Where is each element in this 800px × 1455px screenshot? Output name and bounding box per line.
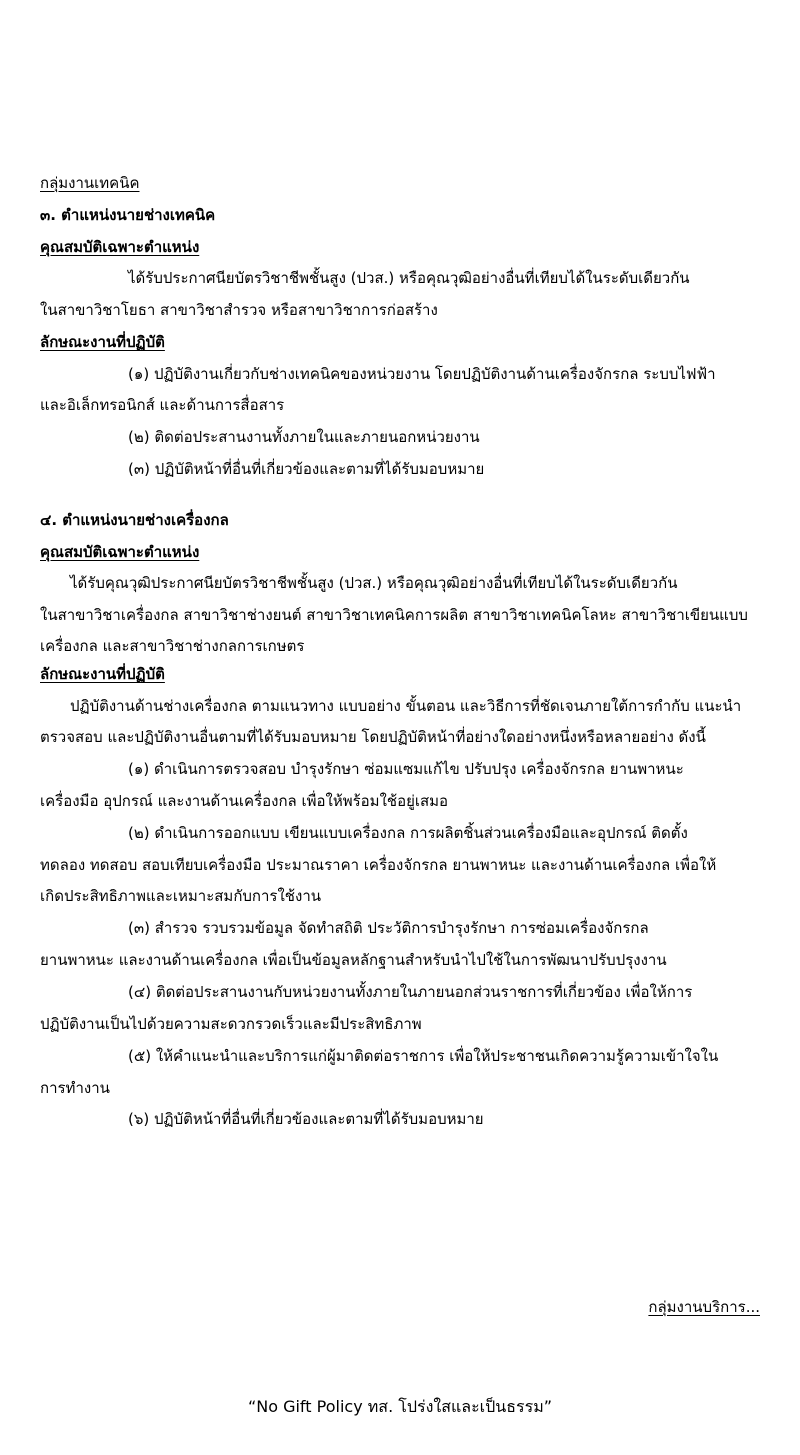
position-4-qualification-line: เครื่องกล และสาขาวิชาช่างกลการเกษตร [40,637,305,655]
position-3-duty-heading: ลักษณะงานที่ปฏิบัติ [40,333,165,351]
position-4-duty-heading: ลักษณะงานที่ปฏิบัติ [40,665,165,683]
position-3-duty-line: (๑) ปฏิบัติงานเกี่ยวกับช่างเทคนิคของหน่วยงาน โดยปฏิบัติงานด้านเครื่องจักรกล ระบบไฟฟ้า [128,365,716,383]
position-3-duty-line: (๓) ปฏิบัติหน้าที่อื่นที่เกี่ยวข้องและตามที่ได้รับมอบหมาย [128,460,485,478]
position-4-duty-line: ปฏิบัติงานด้านช่างเครื่องกล ตามแนวทาง แบบอย่าง ขั้นตอน และวิธีการที่ชัดเจนภายใต้การกำกับ แนะนำ [70,697,742,715]
position-4-duty-line: (๒) ดำเนินการออกแบบ เขียนแบบเครื่องกล การผลิตชิ้นส่วนเครื่องมือและอุปกรณ์ ติดตั้ง [128,824,688,842]
position-4-duty-line: เกิดประสิทธิภาพและเหมาะสมกับการใช้งาน [40,887,321,905]
footer-slogan: “No Gift Policy ทส. โปร่งใสและเป็นธรรม” [247,1397,553,1416]
position-4-qualification-line: ได้รับคุณวุฒิประกาศนียบัตรวิชาชีพชั้นสูง (ปวส.) หรือคุณวุฒิอย่างอื่นที่เทียบได้ในระดับเดียวกัน [70,574,678,592]
position-4-duty-line: ตรวจสอบ และปฏิบัติงานอื่นตามที่ได้รับมอบหมาย โดยปฏิบัติหน้าที่อย่างใดอย่างหนึ่งหรือหลายอย่าง ดังนี้ [40,728,706,746]
position-4-duty-line: เครื่องมือ อุปกรณ์ และงานด้านเครื่องกล เพื่อให้พร้อมใช้อยู่เสมอ [40,792,449,810]
position-4-duty-line: ปฏิบัติงานเป็นไปด้วยความสะดวกรวดเร็วและมีประสิทธิภาพ [40,1015,422,1033]
position-4-title: ๔. ตำแหน่งนายช่างเครื่องกล [40,511,229,529]
group-heading-technical: กลุ่มงานเทคนิค [40,174,140,192]
position-4-duty-line: (๕) ให้คำแนะนำและบริการแก่ผู้มาติดต่อราชการ เพื่อให้ประชาชนเกิดความรู้ความเข้าใจใน [128,1047,719,1065]
position-3-duty-line: (๒) ติดต่อประสานงานทั้งภายในและภายนอกหน่วยงาน [128,428,480,446]
position-3-qualification-line: ในสาขาวิชาโยธา สาขาวิชาสำรวจ หรือสาขาวิชาการก่อสร้าง [40,301,438,319]
position-4-duty-line: ยานพาหนะ และงานด้านเครื่องกล เพื่อเป็นข้อมูลหลักฐานสำหรับนำไปใช้ในการพัฒนาปรับปรุงงาน [40,951,667,969]
position-3-qualification-heading: คุณสมบัติเฉพาะตำแหน่ง [40,238,200,256]
position-3-duty-line: และอิเล็กทรอนิกส์ และด้านการสื่อสาร [40,396,285,414]
position-3-qualification-line: ได้รับประกาศนียบัตรวิชาชีพชั้นสูง (ปวส.) หรือคุณวุฒิอย่างอื่นที่เทียบได้ในระดับเดียวกัน [128,269,690,287]
position-4-qualification-heading: คุณสมบัติเฉพาะตำแหน่ง [40,543,200,561]
position-4-duty-line: (๔) ติดต่อประสานงานกับหน่วยงานทั้งภายในภายนอกส่วนราชการที่เกี่ยวข้อง เพื่อให้การ [128,983,693,1001]
position-4-qualification-line: ในสาขาวิชาเครื่องกล สาขาวิชาช่างยนต์ สาขาวิชาเทคนิคการผลิต สาขาวิชาเทคนิคโลหะ สาขาวิชาเขียนแบบ [40,606,748,624]
position-4-duty-line: (๖) ปฏิบัติหน้าที่อื่นที่เกี่ยวข้องและตามที่ได้รับมอบหมาย [128,1110,484,1128]
position-4-duty-line: การทำงาน [40,1079,110,1097]
position-4-duty-line: ทดลอง ทดสอบ สอบเทียบเครื่องมือ ประมาณราคา เครื่องจักรกล ยานพาหนะ และงานด้านเครื่องกล เพื่อให้ [40,856,717,874]
position-3-title: ๓. ตำแหน่งนายช่างเทคนิค [40,206,216,224]
position-4-duty-line: (๑) ดำเนินการตรวจสอบ บำรุงรักษา ซ่อมแซมแก้ไข ปรับปรุง เครื่องจักรกล ยานพาหนะ [128,760,684,778]
position-4-duty-line: (๓) สำรวจ รวบรวมข้อมูล จัดทำสถิติ ประวัติการบำรุงรักษา การซ่อมเครื่องจักรกล [128,919,649,937]
continuation-next-section: กลุ่มงานบริการ... [648,1298,760,1316]
